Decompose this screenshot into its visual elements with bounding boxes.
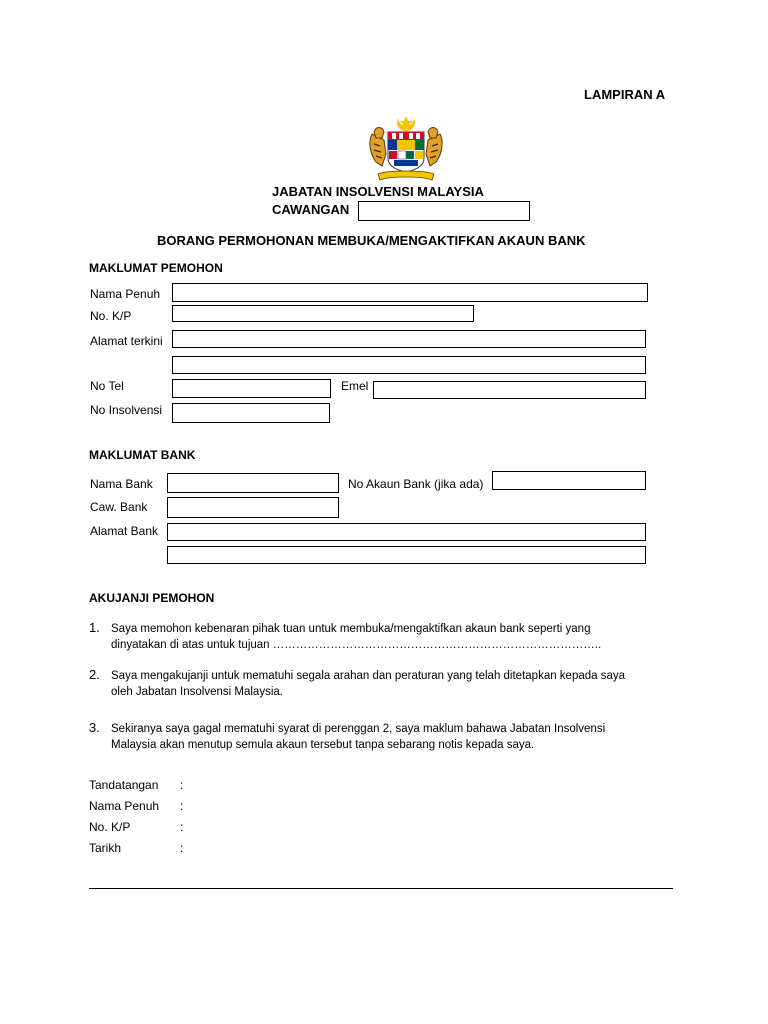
declaration-item-2-line1: Saya mengakujanji untuk mematuhi segala arahan dan peraturan yang telah ditetapkan kepada saya — [111, 670, 626, 682]
declaration-number: 3. — [89, 720, 100, 735]
malaysia-coat-of-arms-icon — [364, 114, 448, 184]
signature-ic-label: No. K/P — [89, 820, 131, 834]
declaration-item-3-line2: Malaysia akan menutup semula akaun tersebut tanpa sebarang notis kepada saya. — [111, 739, 535, 751]
account-number-label: No Akaun Bank (jika ada) — [348, 477, 484, 491]
colon: : — [180, 820, 184, 834]
address-label: Alamat terkini — [90, 334, 163, 348]
bank-name-label: Nama Bank — [90, 477, 153, 491]
cawangan-label: CAWANGAN — [272, 202, 350, 217]
declaration-number: 1. — [89, 620, 100, 635]
ic-field[interactable] — [172, 305, 474, 322]
declaration-item-1-line2: dinyatakan di atas untuk tujuan ………………………………………………………………………….. — [111, 639, 602, 651]
cawangan-field[interactable] — [358, 201, 530, 221]
form-title: BORANG PERMOHONAN MEMBUKA/MENGAKTIFKAN AKAUN BANK — [157, 233, 586, 248]
declaration-section-title: AKUJANJI PEMOHON — [89, 591, 215, 605]
bank-address-label: Alamat Bank — [90, 524, 159, 538]
bank-section-title: MAKLUMAT BANK — [89, 448, 196, 462]
declaration-item-3-line1: Sekiranya saya gagal mematuhi syarat di perenggan 2, saya maklum bahawa Jabatan Insolvensi — [111, 723, 606, 735]
address-field-line1[interactable] — [172, 330, 646, 348]
applicant-section-title: MAKLUMAT PEMOHON — [89, 261, 223, 275]
phone-field[interactable] — [172, 379, 331, 398]
colon: : — [180, 778, 184, 792]
address-field-line2[interactable] — [172, 356, 646, 374]
account-number-field[interactable] — [492, 471, 646, 490]
insolvency-field[interactable] — [172, 403, 330, 423]
phone-label: No Tel — [90, 379, 124, 393]
lampiran-label: LAMPIRAN A — [584, 87, 666, 102]
colon: : — [180, 841, 184, 855]
signature-date-label: Tarikh — [89, 841, 122, 855]
full-name-label: Nama Penuh — [90, 287, 161, 301]
agency-title: JABATAN INSOLVENSI MALAYSIA — [272, 184, 484, 199]
signature-label: Tandatangan — [89, 778, 159, 792]
full-name-field[interactable] — [172, 283, 648, 302]
declaration-item-3 — [111, 721, 678, 753]
declaration-item-1 — [111, 621, 678, 653]
signature-name-label: Nama Penuh — [89, 799, 160, 813]
insolvency-label: No Insolvensi — [90, 403, 163, 417]
ic-label: No. K/P — [90, 309, 132, 323]
declaration-item-1-line1: Saya memohon kebenaran pihak tuan untuk membuka/mengaktifkan akaun bank seperti yang — [111, 623, 591, 635]
bank-branch-field[interactable] — [167, 497, 339, 518]
declaration-item-2-line2: oleh Jabatan Insolvensi Malaysia. — [111, 686, 283, 698]
email-field[interactable] — [373, 381, 646, 399]
footer-divider — [89, 888, 673, 889]
bank-address-field-line1[interactable] — [167, 523, 646, 541]
bank-branch-label: Caw. Bank — [90, 500, 148, 514]
colon: : — [180, 799, 184, 813]
declaration-item-2 — [111, 668, 678, 700]
email-label: Emel — [341, 379, 369, 393]
bank-address-field-line2[interactable] — [167, 546, 646, 564]
declaration-number: 2. — [89, 667, 100, 682]
bank-name-field[interactable] — [167, 473, 339, 493]
